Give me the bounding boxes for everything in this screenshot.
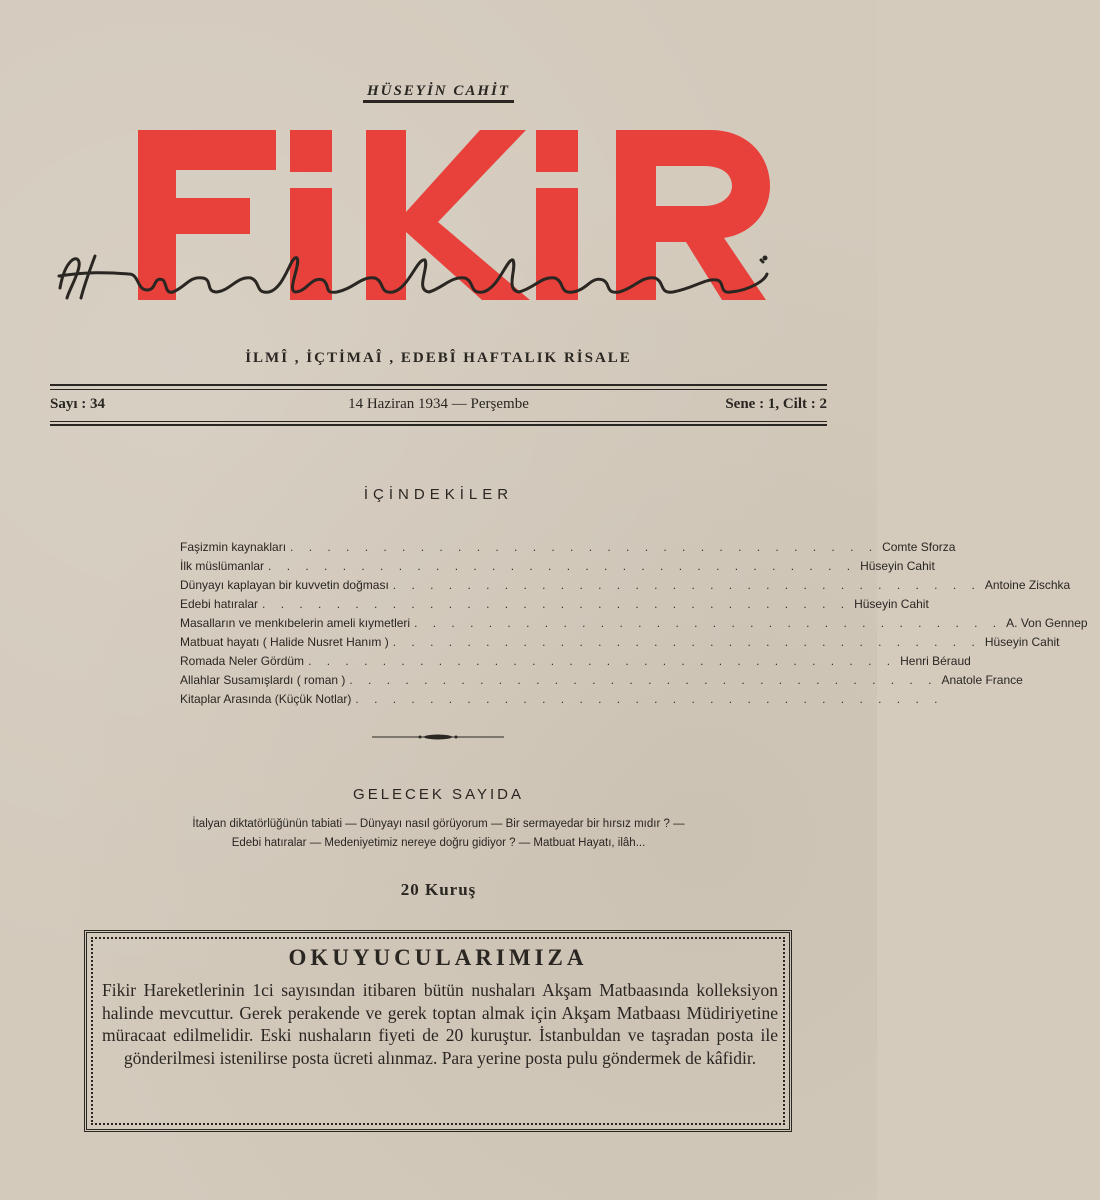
notice-body-text: Fikir Hareketlerinin 1ci sayısından itibaren bütün nushaları Akşam Matbaasında kolleksiyon halinde mevcuttur. Gerek perakende ve gerek toptan almak için Akşam Matbaası Müdiriyetine müracaat edilmelidir. Eski nushaların fiyeti de 20 kuruştur. İstanbuldan ve taşradan posta ile gönderilmesi istenilirse posta ücreti alınmaz. Para yerine posta pulu göndermek de kâfidir. bbox=[102, 980, 778, 1068]
next-issue-line-1: İtalyan diktatörlüğünün tabiati — Dünyayı nasıl görüyorum — Bir sermayedar bir hırsız mıdır ? — bbox=[192, 818, 685, 830]
toc-item-title: Dünyayı kaplayan bir kuvvetin doğması bbox=[180, 578, 389, 592]
hareketleri-script bbox=[55, 250, 820, 310]
leader-dots: . . . . . . . . . . . . . . . . . . . . . . . . . . . . . . . . bbox=[349, 673, 938, 687]
price: 20 Kuruş bbox=[400, 880, 477, 899]
leader-dots: . . . . . . . . . . . . . . . . . . . . . . . . . . . . . . . . bbox=[355, 692, 944, 706]
toc-item bbox=[180, 538, 956, 557]
toc-item-title: Masalların ve menkıbelerin ameli kıymetleri bbox=[180, 616, 411, 630]
toc-item bbox=[180, 633, 1060, 652]
next-issue-line-2: Edebi hatıralar — Medeniyetimiz nereye doğru gidiyor ? — Matbuat Hayatı, ilâh... bbox=[231, 837, 646, 849]
top-rule-thin bbox=[50, 389, 827, 390]
toc-item bbox=[180, 690, 944, 709]
toc-item-author: Comte Sforza bbox=[882, 540, 956, 554]
toc-item-title: Kitaplar Arasında (Küçük Notlar) bbox=[180, 692, 352, 706]
toc-item bbox=[180, 576, 1071, 595]
toc-item-author: Henri Béraud bbox=[900, 654, 971, 668]
leader-dots: . . . . . . . . . . . . . . . . . . . . . . . . . . . . . . . . bbox=[268, 559, 857, 573]
notice-body bbox=[102, 979, 778, 1069]
table-of-contents bbox=[180, 538, 1088, 709]
toc-item-title: Allahlar Susamışlardı ( roman ) bbox=[180, 673, 346, 687]
toc-item-title: Matbuat hayatı ( Halide Nusret Hanım ) bbox=[180, 635, 389, 649]
toc-item-author: Hüseyin Cahit bbox=[860, 559, 935, 573]
toc-item-author: Hüseyin Cahit bbox=[854, 597, 929, 611]
toc-item-author: Hüseyin Cahit bbox=[984, 635, 1060, 649]
toc-item-title: Edebi hatıralar bbox=[180, 597, 259, 611]
toc-item bbox=[180, 557, 935, 576]
issue-date: 14 Haziran 1934 — Perşembe bbox=[348, 396, 529, 412]
bottom-rule bbox=[50, 424, 827, 426]
toc-item bbox=[180, 671, 1023, 690]
toc-title: İÇİNDEKİLER bbox=[363, 486, 514, 503]
issue-info bbox=[50, 396, 827, 418]
leader-dots: . . . . . . . . . . . . . . . . . . . . . . . . . . . . . . . . bbox=[392, 635, 981, 649]
leader-dots: . . . . . . . . . . . . . . . . . . . . . . . . . . . . . . . . bbox=[392, 578, 981, 592]
next-issue-title: GELECEK SAYIDA bbox=[353, 786, 524, 803]
toc-item-title: İlk müslümanlar bbox=[180, 559, 265, 573]
toc-item-author: A. Von Gennep bbox=[1006, 616, 1088, 630]
ornament-divider bbox=[372, 730, 504, 744]
leader-dots: . . . . . . . . . . . . . . . . . . . . . . . . . . . . . . . . bbox=[290, 540, 879, 554]
leader-dots: . . . . . . . . . . . . . . . . . . . . . . . . . . . . . . . . bbox=[414, 616, 1003, 630]
author-line bbox=[0, 82, 877, 100]
toc-item-author: Antoine Zischka bbox=[984, 578, 1071, 592]
subtitle: İLMÎ , İÇTİMAÎ , EDEBÎ HAFTALIK RİSALE bbox=[245, 350, 632, 366]
author-name: HÜSEYİN CAHİT bbox=[363, 83, 514, 103]
toc-item bbox=[180, 652, 971, 671]
top-rule bbox=[50, 384, 827, 386]
toc-item-title: Faşizmin kaynakları bbox=[180, 540, 287, 554]
bottom-rule-thin bbox=[50, 421, 827, 422]
leader-dots: . . . . . . . . . . . . . . . . . . . . . . . . . . . . . . . . bbox=[308, 654, 897, 668]
issue-volume: Sene : 1, Cilt : 2 bbox=[725, 396, 827, 412]
toc-item bbox=[180, 614, 1088, 633]
issue-number: Sayı : 34 bbox=[50, 396, 106, 412]
notice-title: OKUYUCULARIMIZA bbox=[288, 945, 588, 970]
toc-item-title: Romada Neler Gördüm bbox=[180, 654, 305, 668]
leader-dots: . . . . . . . . . . . . . . . . . . . . . . . . . . . . . . . . bbox=[262, 597, 851, 611]
toc-item-author bbox=[947, 690, 1007, 709]
notice-box bbox=[84, 930, 792, 1132]
toc-item-author: Anatole France bbox=[941, 673, 1023, 687]
toc-item bbox=[180, 595, 929, 614]
